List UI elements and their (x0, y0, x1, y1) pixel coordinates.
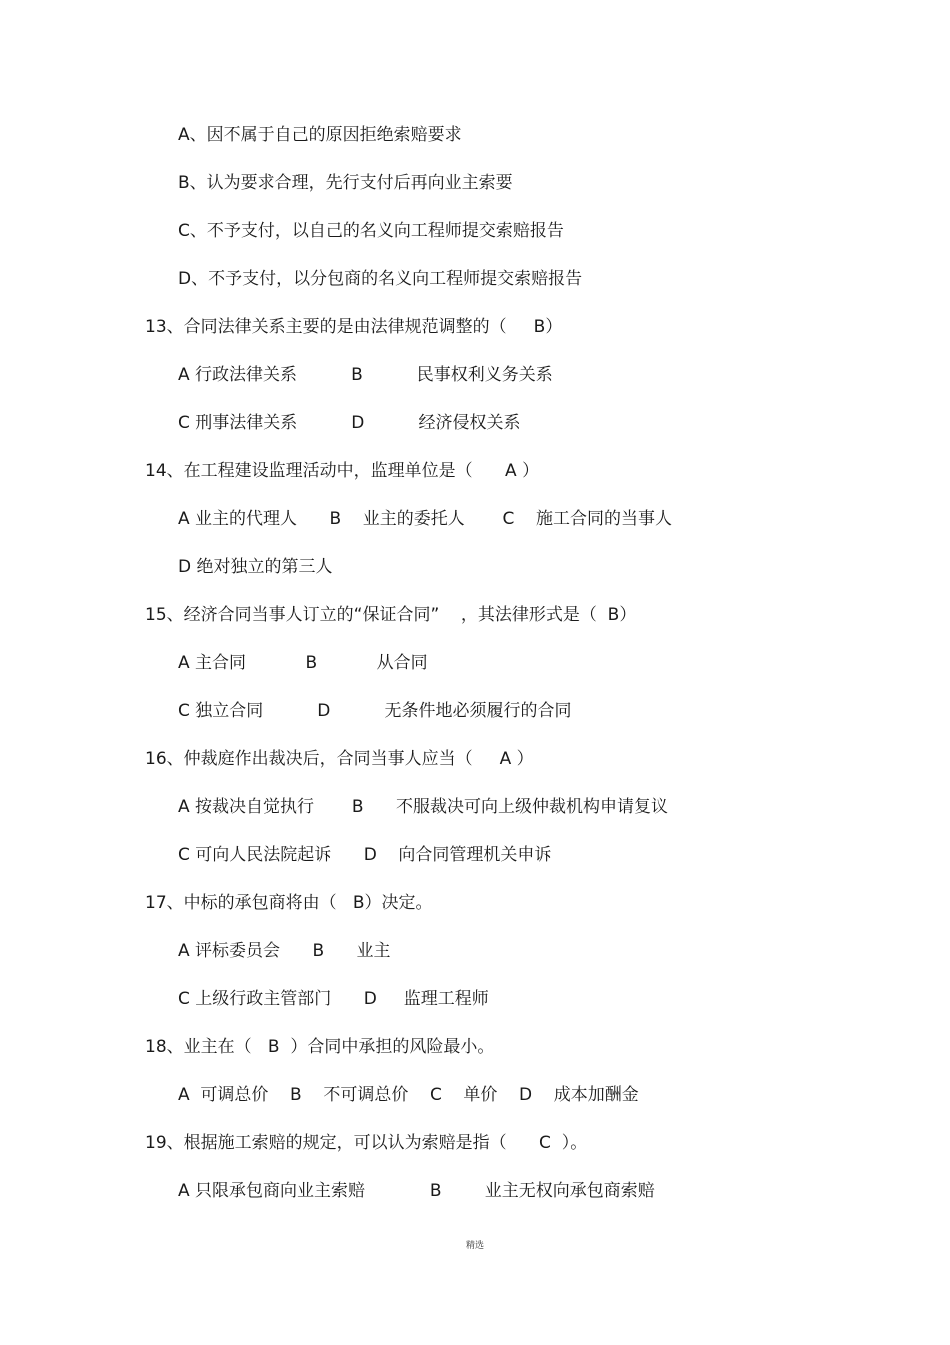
option-line: D、不予支付，以分包商的名义向工程师提交索赔报告 (178, 269, 583, 289)
question-13: 13、合同法律关系主要的是由法律规范调整的（ B） (145, 317, 563, 337)
option-line: C 独立合同 D 无条件地必须履行的合同 (178, 701, 572, 721)
question-18: 18、业主在（ B ）合同中承担的风险最小。 (145, 1037, 495, 1057)
option-line: C 刑事法律关系 D 经济侵权关系 (178, 413, 521, 433)
option-line: C 上级行政主管部门 D 监理工程师 (178, 989, 489, 1009)
option-line: C、不予支付，以自己的名义向工程师提交索赔报告 (178, 221, 564, 241)
question-14: 14、在工程建设监理活动中，监理单位是（ A ） (145, 461, 540, 481)
option-line: A 只限承包商向业主索赔 B 业主无权向承包商索赔 (178, 1181, 655, 1201)
question-16: 16、仲裁庭作出裁决后，合同当事人应当（ A ） (145, 749, 534, 769)
option-line: A 可调总价 B 不可调总价 C 单价 D 成本加酬金 (178, 1085, 639, 1105)
option-line: A 业主的代理人 B 业主的委托人 C 施工合同的当事人 (178, 509, 673, 529)
option-line: C 可向人民法院起诉 D 向合同管理机关申诉 (178, 845, 552, 865)
option-line: A 主合同 B 从合同 (178, 653, 428, 673)
page-footer: 精选 (465, 1241, 484, 1251)
question-17: 17、中标的承包商将由（ B）决定。 (145, 893, 433, 913)
question-15: 15、经济合同当事人订立的“保证合同” ，其法律形式是（ B） (145, 605, 637, 625)
option-line: A 行政法律关系 B 民事权利义务关系 (178, 365, 553, 385)
option-line: D 绝对独立的第三人 (178, 557, 333, 577)
question-19: 19、根据施工索赔的规定，可以认为索赔是指（ C ）。 (145, 1133, 588, 1153)
option-line: A 评标委员会 B 业主 (178, 941, 391, 961)
option-line: B、认为要求合理，先行支付后再向业主索要 (178, 173, 513, 193)
option-line: A、因不属于自己的原因拒绝索赔要求 (178, 125, 462, 145)
option-line: A 按裁决自觉执行 B 不服裁决可向上级仲裁机构申请复议 (178, 797, 668, 817)
